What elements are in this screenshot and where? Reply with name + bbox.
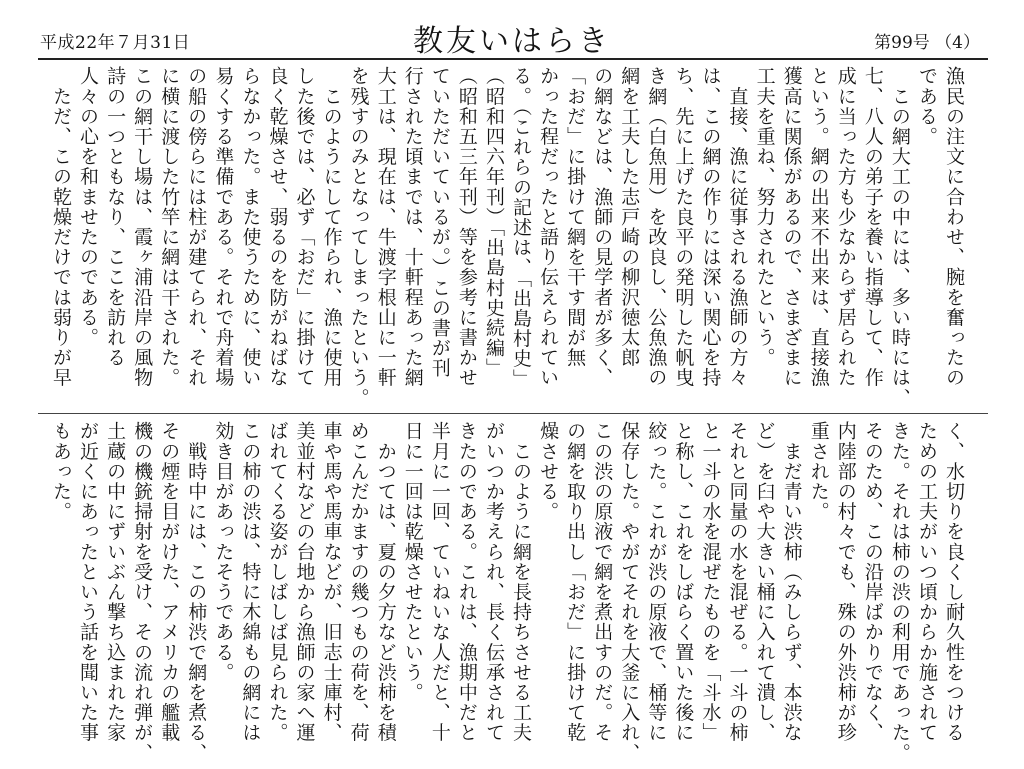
text-column: 土蔵の中にずいぶん撃ち込まれた家 [104,421,127,743]
text-column: 直接、漁に従事される漁師の方々 [726,66,749,388]
text-column: 日に一回は乾燥させたという。 [401,421,424,703]
text-column: き網（白魚用）を改良し、公魚漁の [645,66,668,388]
issue-date: 平成22年７月31日 [40,33,191,53]
issue-number: 第99号 （4） [874,33,980,53]
text-column: この柿の渋は、特に木綿もの網には [239,421,262,743]
text-column: が近くにあったという話を聞いた事 [77,421,99,743]
text-column: である。 [915,66,938,147]
text-column: と称し、これをしばらく置いた後に [672,421,695,743]
band-divider [38,413,988,414]
text-column: を残すのみとなってしまったという。 [347,66,370,408]
text-column: 成に当った方も少なからず居られた [834,66,857,388]
text-column: ど）を臼や大きい桶に入れて潰し、 [753,421,776,743]
text-column: この網大工の中には、多い時には、 [888,66,911,408]
text-column: それと同量の水を混ぜる。一斗の柿 [726,421,749,743]
text-column: と一斗の水を混ぜたものを「斗水」 [699,421,722,743]
text-column: 効き目があったそうである。 [212,421,235,683]
text-column: ための工夫がいつ頃からか施されて [915,421,938,743]
text-column: このようにして作られ、漁に使用 [320,66,343,388]
text-column: まだ青い渋柿（みしらず、本渋な [780,421,803,743]
text-column: この網干し場は、霞ヶ浦沿岸の風物 [131,66,154,388]
text-column: 網を工夫した志戸崎の柳沢徳太郎 [618,66,641,368]
page-header [0,0,1024,64]
text-column: がいつか考えられ、長く伝承されて [482,421,505,743]
newsletter-title: 教友いはらき [413,24,611,59]
text-column: の船の傍らには柱が建てられ、それ [185,66,208,388]
text-column: に横に渡した竹竿に網は干された。 [158,66,181,388]
text-column: （昭和四六年刊）「出島村史続編」 [482,66,505,379]
text-column: という。網の出来不出来は、直接漁 [807,66,830,388]
header-rule [38,58,988,60]
text-column: 行された頃までは、十軒程あった網 [401,66,424,388]
text-column: 工夫を重ね、努力されたという。 [753,66,776,368]
text-column: 詩の一つともなり、ここを訪れる [104,66,127,368]
text-column: 車や馬や馬車などが、旧志士庫村、 [320,421,343,743]
text-column: 獲高に関係があるので、さまざまに [780,66,803,388]
text-column: 戦時中には、この柿渋で網を煮る、 [185,421,208,763]
top-text-band [48,66,968,408]
text-column: もあった。 [49,421,72,522]
text-column: 易くする準備である。それで舟着場 [212,66,235,388]
text-column: は、この網の作りには深い関心を持 [699,66,722,388]
text-column: この渋の原液で網を煮出すのだ。そ [591,421,614,743]
text-column: ていただいているが。）この書が刊 [428,66,451,379]
text-column: 燥させる。 [537,421,560,522]
text-column: 内陸部の村々でも、殊の外渋柿が珍 [834,421,857,743]
text-column: 良く乾燥させ、弱るのを防がねばな [266,66,289,388]
text-column: その煙を目がけた、アメリカの艦載 [158,421,181,743]
text-column: 機の機銃掃射を受け、その流れ弾が、 [131,421,154,763]
text-column: 漁民の注文に合わせ、腕を奮ったの [943,66,965,388]
text-column: く、水切りを良くし耐久性をつける [943,421,965,743]
text-column: めこんだかますの幾つもの荷を、荷 [347,421,370,743]
text-column: このように網を長持ちさせる工夫 [510,421,532,743]
text-column: らなかった。また使うために、使い [239,66,262,388]
text-column: 「おだ」に掛けて網を干す間が無 [564,66,587,368]
text-column: ばれてくる姿がしばしば見られた。 [266,421,289,743]
text-column: ち、先に上げた良平の発明した帆曳 [672,66,695,388]
text-column: かつては、夏の夕方など渋柿を積 [374,421,397,743]
text-column: きた。それは柿の渋の利用であった。 [888,421,911,763]
text-column: 七、八人の弟子を養い指導して、作 [861,66,884,388]
text-column: の網などは、漁師の見学者が多く、 [591,66,614,388]
text-column: きたのである。これは、漁期中だと [455,421,478,743]
text-column: そのため、この沿岸ばかりでなく、 [861,421,884,743]
text-column: ただ、この乾燥だけでは弱りが早 [49,66,72,388]
text-column: 半月に一回、ていねいな人だと、十 [428,421,451,743]
text-column: 保存した。やがてそれを大釜に入れ、 [618,421,641,763]
text-column: の網を取り出し「おだ」に掛けて乾 [564,421,587,743]
text-column: した後では、必ず「おだ」に掛けて [293,66,316,388]
text-column: （昭和五三年刊）等を参考に書かせ [455,66,478,388]
text-column: かった程だったと語り伝えられてい [537,66,560,388]
text-column: 重された。 [807,421,830,522]
text-column: 絞った。これが渋の原液で、桶等に [645,421,668,743]
text-column: 大工は、現在は、牛渡字根山に一軒 [374,66,397,388]
bottom-text-band [48,421,968,763]
text-column: 美並村などの台地から漁師の家へ運 [293,421,316,743]
text-column: 人々の心を和ませたのである。 [77,66,99,348]
text-column: る。（これらの記述は、「出島村史」 [510,66,532,389]
